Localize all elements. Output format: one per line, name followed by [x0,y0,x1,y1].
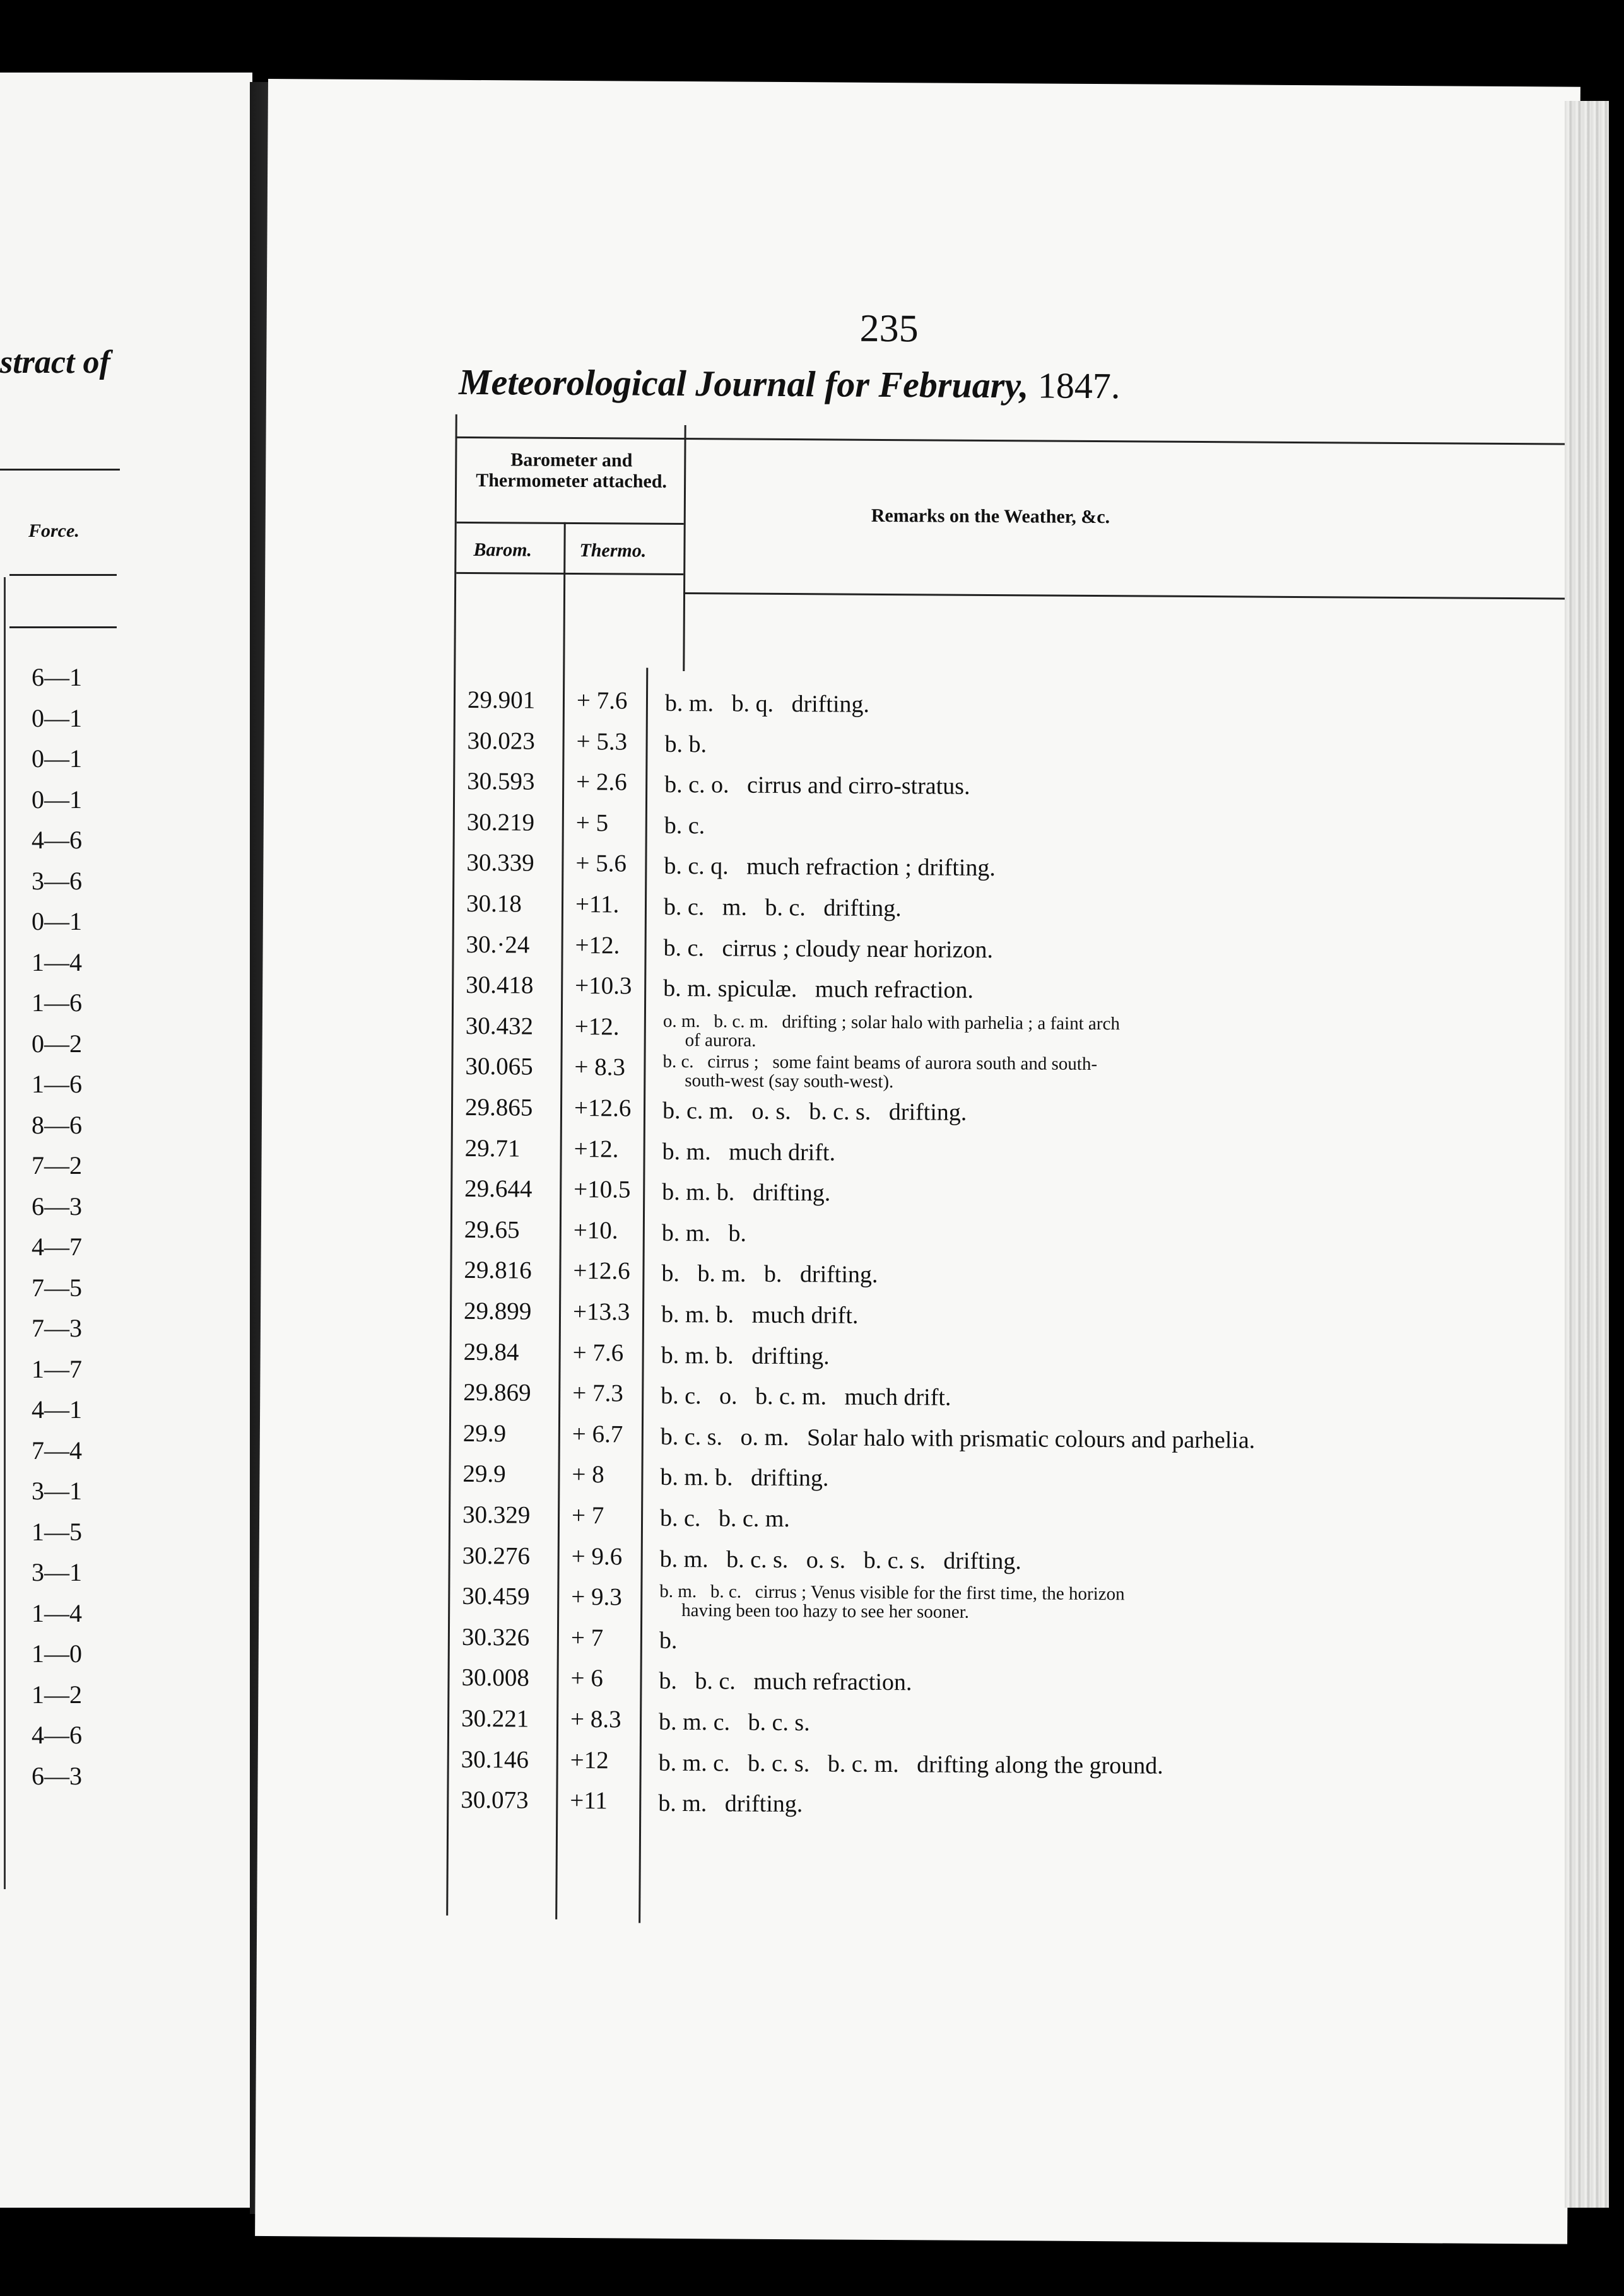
force-value: 4—6 [32,826,82,854]
thermo-header: Thermo. [579,540,647,561]
remark-cell: b. c. o. cirrus and cirro-stratus. [664,771,970,800]
barom-cell: 30.18 [466,889,522,918]
remark-continuation: south-west (say south-west). [685,1070,894,1092]
thermo-cell: + 5.6 [575,850,627,877]
thermo-remarks-rule [638,668,648,1923]
thermo-cell: +12 [570,1746,609,1774]
remark-cell: b. m. b. q. drifting. [664,689,870,718]
barom-cell: 29.9 [462,1419,507,1448]
barom-cell: 30.459 [462,1583,530,1610]
remark-continuation: of aurora. [685,1029,756,1051]
table-top-rule [456,436,1588,445]
thermo-cell: +13.3 [572,1297,630,1326]
thermo-cell: +11. [575,890,620,918]
force-value: 0—1 [32,785,82,814]
thermo-cell: + 7 [571,1501,604,1530]
thermo-cell: + 8.3 [570,1705,621,1733]
thermo-cell: + 5.3 [576,727,628,756]
barom-header: Barom. [473,539,533,561]
remark-cell: b. c. o. b. c. m. much drift. [661,1383,951,1411]
barom-cell: 29.865 [464,1093,533,1122]
remark-cell: b. b. [664,730,707,758]
remark-cell: b. c. [664,812,705,840]
left-page-title: stract of [0,344,110,380]
journal-title-year: 1847. [1037,365,1121,407]
barom-cell: 30.219 [466,808,535,836]
left-column-rule [4,577,6,1889]
barom-cell: 29.816 [464,1256,532,1284]
force-value: 3—6 [32,866,82,895]
remark-cell: b. b. c. much refraction. [659,1668,912,1696]
page-edges [1565,101,1609,2208]
barom-cell: 29.869 [463,1379,531,1407]
thermo-cell: +10.3 [575,972,632,1000]
journal-title [459,361,1121,407]
remark-cell: b. c. cirrus ; cloudy near horizon. [663,934,994,963]
force-value: 0—1 [32,703,82,732]
barom-cell: 30.339 [466,849,534,877]
barom-cell: 30.329 [462,1501,531,1529]
remark-cell: b. c. q. much refraction ; drifting. [664,853,996,882]
force-value: 6—1 [32,663,82,691]
force-value: 7—5 [32,1273,82,1302]
force-value: 7—2 [32,1151,82,1180]
table-left-rule [446,414,457,1916]
thermo-cell: +11 [570,1787,608,1815]
barom-cell: 30.008 [461,1664,529,1692]
barom-cell: 29.65 [464,1215,520,1244]
thermo-cell: + 7.6 [572,1338,624,1367]
force-value: 6—3 [32,1761,82,1790]
force-value: 1—0 [32,1639,82,1668]
left-force-rule-top [9,574,117,576]
left-page [0,73,252,2208]
force-value: 7—3 [32,1314,82,1342]
remark-cell: b. m. c. b. c. s. b. c. m. drifting along the ground. [658,1749,1163,1779]
thermo-cell: + 9.3 [571,1583,622,1611]
remark-cell: b. m. much drift. [662,1138,836,1166]
barom-cell: 29.901 [467,686,536,714]
remark-cell: b. m. b. [661,1219,747,1247]
remark-cell: b. m. drifting. [658,1790,803,1818]
remark-cell: o. m. b. c. m. drifting ; solar halo with parhelia ; a faint arch [662,1010,1120,1034]
thermo-cell: + 5 [575,809,609,837]
thermo-cell: +12.6 [573,1257,630,1285]
barom-cell: 29.84 [463,1338,519,1366]
barom-cell: 30.065 [465,1053,533,1081]
remark-cell: b. c. m. o. s. b. c. s. drifting. [662,1097,967,1126]
thermo-cell: +10.5 [574,1176,631,1204]
thermo-cell: + 7.3 [572,1379,623,1407]
barom-cell: 29.71 [464,1134,521,1163]
remarks-header: Remarks on the Weather, &c. [871,505,1110,528]
thermo-cell: + 6.7 [572,1420,623,1448]
force-value: 1—2 [32,1680,82,1709]
force-value: 1—7 [32,1354,82,1383]
left-force-header: Force. [28,520,79,541]
force-value: 1—4 [32,1598,82,1627]
thermo-cell: + 8.3 [574,1053,626,1081]
remark-cell: b. m. c. b. c. s. [658,1708,810,1737]
force-value: 8—6 [32,1110,82,1139]
force-value: 0—1 [32,744,82,773]
barom-cell: 30.146 [461,1745,529,1774]
remark-cell: b. c. cirrus ; some faint beams of aurora south and south- [662,1051,1098,1075]
barom-cell: 30.326 [461,1623,530,1651]
thermo-cell: +12. [575,931,620,959]
remark-cell: b. m. b. drifting. [660,1464,829,1492]
remark-cell: b. m. b. drifting. [662,1179,831,1207]
force-value: 1—5 [32,1517,82,1546]
force-value: 6—3 [32,1192,82,1221]
remark-cell: b. c. s. o. m. Solar halo with prismatic colours and parhelia. [660,1423,1256,1454]
barom-cell: 30.·24 [466,930,530,959]
subheader-rule-left [456,572,683,575]
force-value: 1—4 [32,947,82,976]
force-value: 1—6 [32,988,82,1017]
force-value: 4—7 [32,1233,82,1261]
force-value: 4—6 [32,1721,82,1749]
remark-cell: b. c. m. b. c. drifting. [663,893,902,922]
force-value: 7—4 [32,1436,82,1465]
group-header: Barometer and Thermometer attached. [476,449,668,492]
barom-cell: 30.221 [461,1704,529,1733]
barom-cell: 29.644 [464,1175,533,1203]
barom-cell: 30.418 [466,971,534,999]
force-value: 4—1 [32,1395,82,1424]
remark-cell: b. m. b. c. s. o. s. b. c. s. drifting. [659,1545,1021,1574]
remarks-header-rule [683,592,1579,600]
left-title-rule [0,469,120,471]
right-page [255,79,1580,2244]
remark-cell: b. m. b. c. cirrus ; Venus visible for the first time, the horizon [659,1581,1125,1605]
thermo-cell: + 9.6 [571,1542,623,1571]
thermo-cell: +12. [574,1135,619,1163]
barom-cell: 29.9 [462,1460,506,1488]
barom-cell: 30.073 [461,1786,529,1814]
barom-cell: 30.432 [465,1012,534,1040]
thermo-cell: + 7.6 [576,687,628,715]
barom-thermo-rule [555,522,566,1919]
thermo-cell: +12.6 [574,1094,632,1122]
remark-cell: b. c. b. c. m. [659,1504,790,1533]
force-value: 0—2 [32,1029,82,1058]
journal-title-text: Meteorological Journal for February, [458,361,1029,406]
thermo-cell: +10. [573,1216,618,1245]
barom-cell: 29.899 [463,1297,532,1325]
remark-cell: b. m. b. drifting. [661,1342,830,1370]
remark-cell: b. m. spiculæ. much refraction. [663,975,974,1004]
thermo-cell: + 7 [570,1624,604,1652]
barom-cell: 30.023 [467,727,535,755]
force-value: 3—1 [32,1558,82,1586]
barom-cell: 30.593 [467,768,535,795]
force-value: 3—1 [32,1477,82,1505]
force-value: 0—1 [32,907,82,935]
remark-continuation: having been too hazy to see her sooner. [681,1600,970,1623]
barom-cell: 30.276 [462,1542,531,1570]
thermo-cell: + 2.6 [576,768,627,796]
force-value: 1—6 [32,1070,82,1098]
page-number: 235 [859,307,919,351]
thermo-cell: + 6 [570,1665,603,1692]
thermo-cell: + 8 [572,1461,604,1489]
header-divider-rule [683,425,686,671]
remark-cell: b. b. m. b. drifting. [661,1260,878,1289]
group-header-rule [457,522,684,525]
thermo-cell: +12. [574,1012,620,1041]
remark-cell: b. [659,1627,678,1654]
remark-cell: b. m. b. much drift. [661,1301,859,1329]
left-force-rule-bottom [9,626,117,628]
